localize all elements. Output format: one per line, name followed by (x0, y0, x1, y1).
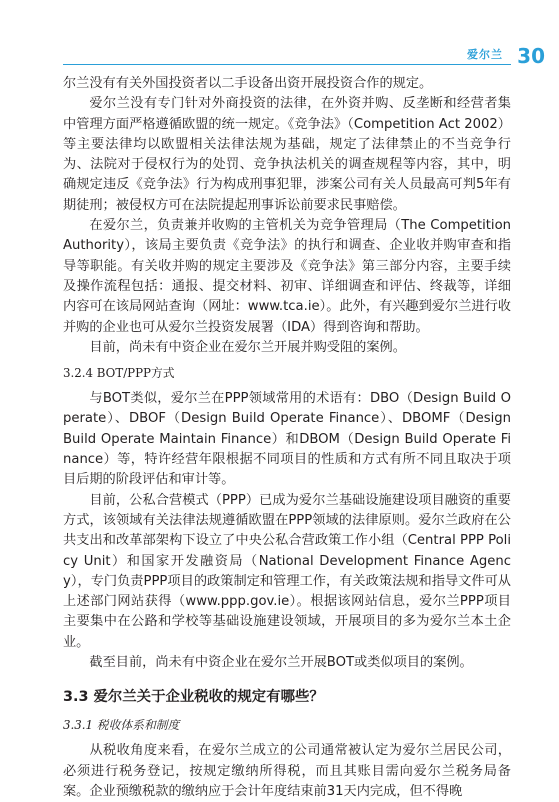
section-heading-3-3: 3.3 爱尔兰关于企业税收的规定有哪些？ (63, 689, 324, 706)
paragraph: 目前，尚未有中资企业在爱尔兰开展并购受阻的案例。 (89, 339, 406, 355)
running-header-country: 爱尔兰 (467, 48, 503, 61)
page-number: 30 (517, 44, 545, 68)
paragraph: 在爱尔兰，负责兼并收购的主管机关为竞争管理局（The Competition Authority），该局主要负责《竞争法》的执行和调查、企业收并购审查和指导等职能。有关收并购的规定主要涉及《竞争法》第三部分内容，主要手续及操作流程包括：通报、提交材料、初审、详细调查和评估、终裁等，详细内容可在该局网站查询（网址：www.tca.ie）。此外，有兴趣到爱尔兰进行收并购的企业也可从爱尔兰投资发展署（IDA）得到咨询和帮助。 (63, 218, 511, 335)
paragraph: 爱尔兰没有专门针对外商投资的法律，在外资并购、反垄断和经营者集中管理方面严格遵循欧盟的统一规定。《竞争法》（Competition Act 2002）等主要法律均以欧盟相关法律法规为基础，规定了法律禁止的不当竞争行为、法院对于侵权行为的处罚、竞争执法机关的调查规程等内容，其中，明确规定违反《竞争法》行为构成刑事犯罪，涉案公司有关人员最高可判5年有期徒刑；被侵权方可在法院提起刑事诉讼前要求民事赔偿。 (63, 96, 511, 213)
header-divider (63, 64, 511, 65)
paragraph: 与BOT类似，爱尔兰在PPP领域常用的术语有：DBO（Design Build Operate）、DBOF（Design Build Operate Finance）、DBOMF（Design Build Operate Maintain Finance）和DBOM（Design Build Operate Finance）等，特许经营年限根据不同项目的性质和方式有所不同且取决于项目后期的阶段评估和审计等。 (63, 391, 511, 488)
paragraph: 从税收角度来看，在爱尔兰成立的公司通常被认定为爱尔兰居民公司，必须进行税务登记，按规定缴纳所得税，而且其账目需向爱尔兰税务局备案。企业预缴税款的缴纳应于会计年度结束前31天内完成，但不得晚 (63, 743, 511, 799)
page-body (63, 74, 511, 802)
paragraph: 截至目前，尚未有中资企业在爱尔兰开展BOT或类似项目的案例。 (89, 655, 473, 671)
section-heading-3-3-1: 3.3.1 税收体系和制度 (63, 718, 180, 733)
paragraph: 尔兰没有有关外国投资者以二手设备出资开展投资合作的规定。 (63, 76, 433, 91)
section-heading-3-2-4: 3.2.4 BOT/PPP方式 (63, 366, 175, 381)
paragraph: 目前，公私合营模式（PPP）已成为爱尔兰基础设施建设项目融资的重要方式，该领域有关法律法规遵循欧盟在PPP领域的法律原则。爱尔兰政府在公共支出和改革部架构下设立了中央公私合营政策工作小组（Central PPP Policy Unit）和国家开发融资局（National Development Finance Agency），专门负责PPP项目的政策制定和管理工作，有关政策法规和指导文件可从上述部门网站获得（www.ppp.gov.ie）。根据该网站信息，爱尔兰PPP项目主要集中在公路和学校等基础设施建设领域，开展项目的多为爱尔兰本土企业。 (63, 492, 511, 650)
